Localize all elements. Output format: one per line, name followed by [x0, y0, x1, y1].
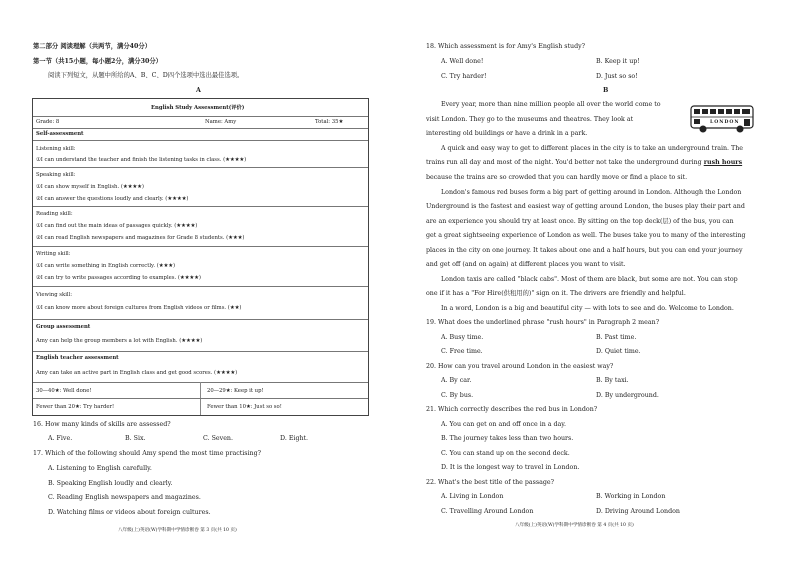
group-label: Group assessment	[36, 324, 91, 330]
q19-option-a: A. Busy time.	[441, 334, 484, 341]
passage-b-label: B	[603, 87, 609, 94]
reading-item-2: ②I can read English newspapers and magazines for Grade 8 students. (★★★)	[36, 235, 245, 241]
q19-option-b: B. Past time.	[596, 334, 637, 341]
rush-hours-underlined: rush hours	[703, 159, 743, 166]
teacher-label: English teacher assessment	[36, 355, 119, 361]
section-title: 第二部分 阅读理解（共两节，满分40分）	[33, 43, 152, 50]
reading-item-1: ①I can find out the main ideas of passages quickly. (★★★★)	[36, 223, 198, 229]
q18-option-d: D. Just so so!	[596, 73, 638, 80]
speaking-label: Speaking skill:	[36, 172, 76, 178]
question-22: 22. What's the best title of the passage?	[426, 479, 555, 486]
p2-line-1: A quick and easy way to get to different places in the city is to take an underground train. The	[441, 145, 744, 152]
q20-option-b: B. By taxi.	[596, 377, 629, 384]
question-16: 16. How many kinds of skills are assessed?	[33, 421, 171, 428]
left-footer: 八年级(上)英语(W)学科期中学情诊断卷 第 3 页(共 10 页)	[118, 528, 237, 533]
speaking-item-1: ①I can show myself in English. (★★★★)	[36, 184, 144, 190]
p1-line-1: Every year, more than nine million people all over the world come to	[441, 101, 661, 108]
q22-option-b: B. Working in London	[596, 493, 666, 500]
p3-line-4: get a great sightseeing experience of London as well. The buses take you to many of the interesting	[426, 232, 746, 239]
p1-line-2: visit London. They go to the museums and theatres. They look at	[426, 116, 634, 123]
p5-line-1: In a word, London is a big and beautiful city — with lots to see and do. Welcome to London.	[441, 305, 734, 312]
q17-option-a: A. Listening to English carefully.	[48, 465, 152, 472]
question-21: 21. Which correctly describes the red bus in London?	[426, 406, 598, 413]
q17-option-c: C. Reading English newspapers and magazines.	[48, 494, 201, 501]
q18-option-a: A. Well done!	[441, 58, 484, 65]
group-item-1: Amy can help the group members a lot with English. (★★★★)	[36, 338, 203, 344]
self-assessment-label: Self-assessment	[36, 131, 84, 137]
score-level-3: Fewer than 20★: Try harder!	[36, 404, 115, 410]
q16-option-b: B. Six.	[125, 435, 146, 442]
p2-line-3: because the trains are so crowded that you can hardly move or find a place to sit.	[426, 174, 688, 181]
q22-option-d: D. Driving Around London	[596, 508, 680, 515]
score-level-4: Fewer than 10★: Just so so!	[207, 404, 282, 410]
bus-illustration	[689, 104, 755, 134]
q20-option-a: A. By car.	[441, 377, 472, 384]
sub-title: 第一节（共15小题，每小题2分，满分30分）	[33, 58, 162, 65]
table-title: English Study Assessment(评价)	[151, 105, 245, 111]
p3-line-3: are an experience you should try at least once. By sitting on the top deck(层) of the bus, you can	[426, 218, 734, 225]
q17-option-d: D. Watching films or videos about foreign cultures.	[48, 509, 211, 516]
viewing-item-1: ①I can know more about foreign cultures from English videos or films. (★★)	[36, 305, 242, 311]
q21-option-c: C. You can stand up on the second deck.	[441, 450, 570, 457]
writing-item-1: ①I can write something in English correctly. (★★★)	[36, 263, 176, 269]
q22-option-c: C. Travelling Around London	[441, 508, 534, 515]
score-level-2: 20—29★: Keep it up!	[207, 388, 264, 394]
teacher-item-1: Amy can take an active part in English class and get good scores. (★★★★)	[36, 370, 238, 376]
q19-option-c: C. Free time.	[441, 348, 483, 355]
speaking-item-2: ②I can answer the questions loudly and clearly. (★★★★)	[36, 196, 189, 202]
right-footer: 八年级(上)英语(W)学科期中学情诊断卷 第 4 页(共 10 页)	[515, 523, 634, 528]
right-page	[397, 0, 794, 561]
q21-option-a: A. You can get on and off once in a day.	[441, 421, 567, 428]
q20-option-c: C. By bus.	[441, 392, 474, 399]
bus-sign: LONDON	[710, 120, 740, 125]
question-20: 20. How can you travel around London in the easiest way?	[426, 363, 614, 370]
question-18: 18. Which assessment is for Amy's English study?	[426, 43, 586, 50]
q18-option-c: C. Try harder!	[441, 73, 487, 80]
listening-item-1: ①I can understand the teacher and finish the listening tasks in class. (★★★★)	[36, 157, 247, 163]
score-level-1: 30—40★: Well done!	[36, 388, 92, 394]
total-score: Total: 35★	[315, 119, 344, 125]
p3-line-5: places in the city on one journey. It takes about one and a half hours, but you can end your journey	[426, 247, 743, 254]
writing-item-2: ②I can try to write passages according to examples. (★★★★)	[36, 275, 201, 281]
assessment-table	[32, 98, 369, 416]
q18-option-b: B. Keep it up!	[596, 58, 640, 65]
p4-line-2: one if it has a "For Hire(供租用的)" sign on it. The drivers are friendly and helpful.	[426, 290, 686, 297]
q22-option-a: A. Living in London	[441, 493, 504, 500]
p2-line-2: trains run all day and most of the night. You'd better not take the underground during rush hours	[426, 159, 743, 166]
q16-option-a: A. Five.	[48, 435, 73, 442]
q16-option-c: C. Seven.	[203, 435, 233, 442]
reading-label: Reading skill:	[36, 211, 73, 217]
instruction: 阅读下列短文，从题中所给的A、B、C、D四个选项中选出最佳选项。	[48, 72, 244, 79]
grade: Grade: 8	[36, 119, 60, 125]
writing-label: Writing skill:	[36, 251, 71, 257]
q21-option-b: B. The journey takes less than two hours.	[441, 435, 574, 442]
question-19: 19. What does the underlined phrase "rush hours" in Paragraph 2 mean?	[426, 319, 660, 326]
q16-option-d: D. Eight.	[280, 435, 309, 442]
p3-line-2: Underground is the fastest and easiest way of getting around London, the buses play their part and	[426, 203, 745, 210]
q17-option-b: B. Speaking English loudly and clearly.	[48, 480, 173, 487]
listening-label: Listening skill:	[36, 146, 76, 152]
p1-line-3: interesting old buildings or have a drink in a park.	[426, 130, 588, 137]
p3-line-6: and get off (and on again) at different places you want to visit.	[426, 261, 626, 268]
q19-option-d: D. Quiet time.	[596, 348, 641, 355]
question-17: 17. Which of the following should Amy spend the most time practising?	[33, 450, 262, 457]
p3-line-1: London's famous red buses form a big part of getting around in London. Although the London	[441, 189, 742, 196]
q20-option-d: D. By underground.	[596, 392, 659, 399]
p4-line-1: London taxis are called "black cabs". Most of them are black, but some are not. You can stop	[441, 276, 738, 283]
student-name: Name: Amy	[205, 119, 237, 125]
passage-a-label: A	[196, 87, 201, 94]
viewing-label: Viewing skill:	[36, 292, 73, 298]
q21-option-d: D. It is the longest way to travel in London.	[441, 464, 580, 471]
